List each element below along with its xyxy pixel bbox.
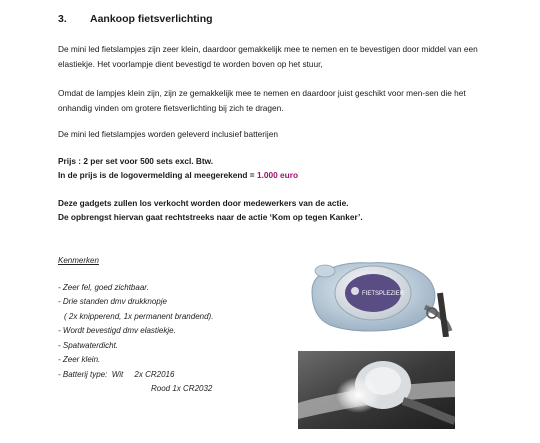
section-heading [58,13,213,25]
feature-item: - Spatwaterdicht. [58,340,119,350]
features-title: Kenmerken [58,256,99,265]
price-line-2 [58,168,298,183]
paragraph-3: De mini led fietslampjes worden geleverd inclusief batterijen [58,129,278,139]
section-title: Aankoop fietsverlichting [90,13,213,25]
bike-light-photo [300,253,460,337]
mounted-light-photo [298,351,455,429]
feature-item: - Zeer klein. [58,355,101,364]
price-line-1: Prijs : 2 per set voor 500 sets excl. Btw. [58,156,214,166]
action-line-2: De opbrengst hiervan gaat rechtstreeks naar de actie ‘Kom op tegen Kanker’. [58,212,363,222]
light-logo-text: FIETSPLEZIER [362,291,405,297]
feature-item: - Drie standen dmv drukknopje [58,297,167,306]
action-line-1: Deze gadgets zullen los verkocht worden door medewerkers van de actie. [58,198,349,208]
feature-item: Rood 1x CR2032 [151,384,213,393]
features-list [58,254,213,397]
paragraph-1: De mini led fietslampjes zijn zeer klein, daardoor gemakkelijk mee te nemen en te bevestigen door middel van een elastiekje. Het voorlampje dient bevestigd te worden boven op het stuur, [58,44,478,69]
feature-item: - Batterij type: Wit 2x CR2016 [58,369,175,379]
price-line-2-text: In de prijs is de logovermelding al meegerekend = [58,170,257,180]
feature-item: - Wordt bevestigd dmv elastiekje. [58,326,176,335]
price-amount: 1.000 euro [256,170,299,180]
feature-item: - Zeer fel, goed zichtbaar. [58,282,149,292]
paragraph-2: Omdat de lampjes klein zijn, zijn ze gemakkelijk mee te nemen en daardoor juist geschikt voor men-sen die het onhandig vinden om grotere fietsverlichting bij zich te dragen. [58,88,466,113]
section-number: 3. [58,13,67,25]
feature-item: ( 2x knipperend, 1x permanent brandend). [64,311,214,321]
